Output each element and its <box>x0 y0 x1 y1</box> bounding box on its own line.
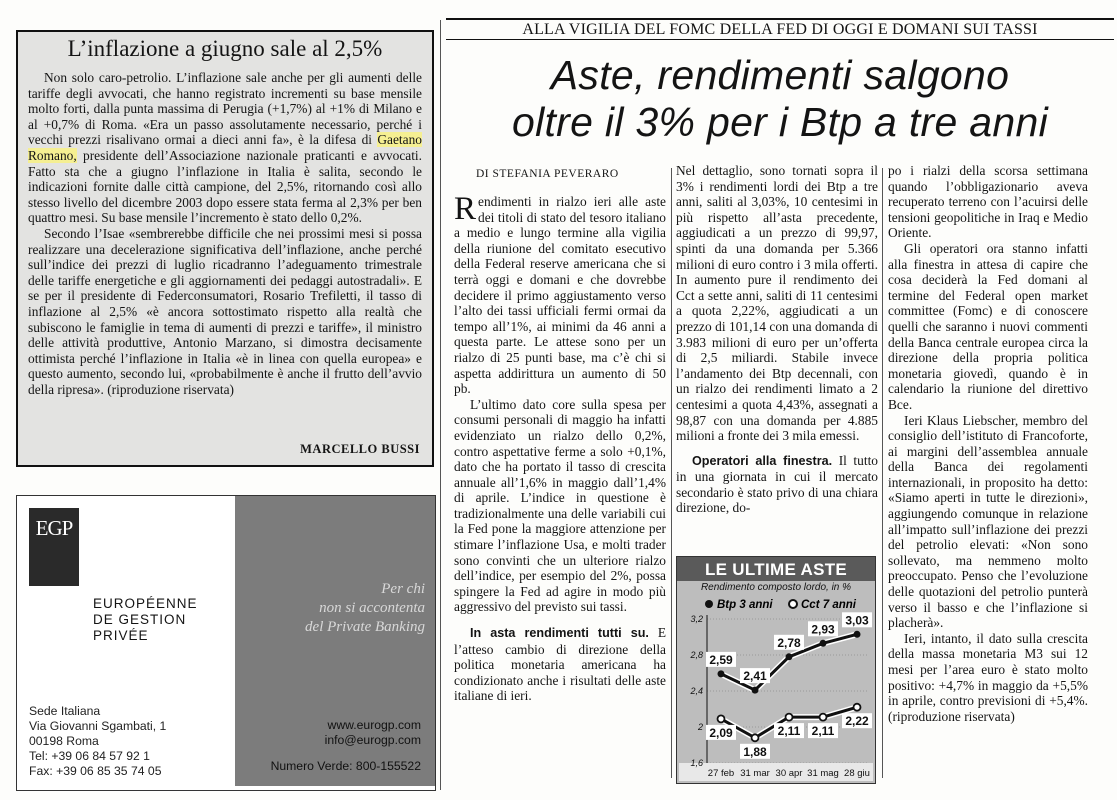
ad-contacts <box>317 718 421 748</box>
column3-paragraph-4: Ieri, intanto, il dato sulla crescita della massa monetaria M3 sui 12 mesi per l’area euro è stato molto positivo: +4,7% in maggio da +5,5% in aprile, contro previsioni di +5,4%. (riproduzione riservata) <box>888 630 1088 724</box>
inflation-article-title: L’inflazione a giugno sale al 2,5% <box>67 36 383 61</box>
data-label: 3,03 <box>845 613 869 628</box>
bond-auction-chart <box>676 556 876 784</box>
chart-plot <box>677 557 875 783</box>
data-label: 2,09 <box>709 725 733 740</box>
subheading-operatori: Operatori alla finestra. <box>692 453 833 468</box>
ad-slogan-line: non si accontenta <box>319 600 425 616</box>
column-divider <box>671 168 672 778</box>
chart-y-ticks <box>689 614 703 768</box>
chart-legend <box>705 599 857 611</box>
column-divider <box>440 20 441 790</box>
data-label: 2,11 <box>777 724 801 739</box>
point-btp <box>718 670 725 677</box>
column-divider <box>882 168 883 778</box>
point-btp <box>854 631 861 638</box>
y-tick-label: 2 <box>697 722 703 732</box>
inflation-p1-text: Non solo caro-petrolio. L’inflazione sale anche per gli aumenti delle tariffe degli avvocati, che hanno registrato incrementi su base mensile molto forti, dalla punta massima di Perugia (+1,7%) al +1% di Milano e al +0,7% di Roma. «Era un passo assolutamente necessario, perché i vecchi prezzi risalivano ormai a dieci anni fa», è la difesa di <box>28 70 422 148</box>
point-btp <box>820 640 827 647</box>
highlighted-name: Gaetano Romano, <box>28 132 422 163</box>
chart-title: LE ULTIME ASTE <box>704 560 848 579</box>
drop-cap: R <box>454 191 477 227</box>
y-tick-label: 2,8 <box>690 650 703 660</box>
column1-paragraph-3 <box>454 625 666 704</box>
column1-p1-text: endimenti in rialzo ieri alle aste dei titoli di stato del tesoro italiano a medio e lungo termine alla vigilia della riunione del comitato esecutivo della Federal reserve americana che si terrà oggi e domani e che dovrebbe decidere il primo aggiustamento verso l’alto dei tassi ufficiali fermi ormai da tempo all’1%, ai minimi da 46 anni a questa parte. Le attese sono per un rialzo di 25 punti base, ma c’è chi si aspetta addirittura un aumento di 50 pb. <box>454 194 666 397</box>
headline-line-2: oltre il 3% per i Btp a tre anni <box>511 99 1049 145</box>
y-tick-label: 2,4 <box>690 686 703 696</box>
column2-p2-text: Il tutto in una giornata in cui il mercato secondario è stato privo di una chiara direzione, do- <box>676 452 878 516</box>
inflation-paragraph-1 <box>28 70 422 226</box>
data-label: 2,22 <box>845 714 869 729</box>
inflation-paragraph-2: Secondo l’Isae «sembrerebbe difficile che nei prossimi mesi si possa realizzare una decelerazione significativa dell’inflazione, anche perché sull’indice dei prezzi di luglio ricadranno l’adeguamento trimestrale delle tariffe energetiche e gli aggiornamenti dei pedaggi autostradali». E se per il presidente di Federconsumatori, Rosario Trefiletti, il tasso di inflazione al 2,5% «è ancora sottostimato rispetto alla realtà che subiscono le famiglie in tema di aumenti di prezzi e tariffe», il ministro delle attività produttive, Antonio Marzano, si dimostra decisamente ottimista perché l’inflazione in Italia «è in linea con quella europea» e questo aumento, secondo lui, «probabilmente è anche il frutto dell’avvio della ripresa». (riproduzione riservata) <box>28 225 422 397</box>
y-tick-label: 3,2 <box>690 614 703 624</box>
ad-slogan-line: Per chi <box>381 581 425 597</box>
ad-address-line: 00198 Roma <box>29 734 99 748</box>
chart-subtitle: Rendimento composto lordo, in % <box>700 582 852 593</box>
data-label: 2,41 <box>743 669 767 684</box>
article-column-3 <box>888 163 1088 724</box>
article-byline: DI STEFANIA PEVERARO <box>476 168 619 180</box>
legend-marker-cct <box>789 600 797 608</box>
inflation-article-body <box>28 70 422 397</box>
inflation-article-signature: MARCELLO BUSSI <box>300 442 420 456</box>
data-label: 2,93 <box>811 622 835 637</box>
column2-paragraph-1: Nel dettaglio, sono tornati sopra il 3% i rendimenti lordi dei Btp a tre anni, saliti al 3,03%, 10 centesimi in più rispetto all’asta precedente, aggiudicati a un prezzo di 99,97, spinti da una domanda per 5.366 milioni di euro contro i 3 mila offerti. In aumento pure il rendimento dei Cct a sette anni, saliti di 11 centesimi a quota 2,22%, aggiudicati a un prezzo di 101,14 con una domanda di 3.983 milioni di euro per un’offerta di 2,5 miliardi. Stabile invece l’andamento dei Btp decennali, con un rialzo dei rendimenti limato a 2 centesimi a quota 4,43%, assegnati a 98,87 con una domanda per 4.885 milioni a fronte dei 3 mila emessi. <box>676 163 878 444</box>
y-tick-label: 1,6 <box>690 758 703 768</box>
column3-paragraph-3: Ieri Klaus Liebscher, membro del consiglio dell’istituto di Francoforte, ai margini dell’assemblea annuale della Banca dei regolamenti internazionali, in proposito ha detto: «Siamo aperti in tutte le direzioni», aggiungendo comunque in relazione all’impatto sull’inflazione dei prezzi del petrolio elevati: «Non sono sollevato, ma nemmeno molto preoccupato. Penso che l’evoluzione delle quotazioni del petrolio punterà verso il basso e che l’inflazione si placherà». <box>888 412 1088 631</box>
point-cct <box>786 714 793 721</box>
x-tick-label: 31 mag <box>807 768 839 779</box>
point-cct <box>718 715 725 722</box>
point-cct <box>752 734 759 741</box>
ad-slogan-line: del Private Banking <box>305 619 425 635</box>
data-label: 1,88 <box>743 744 767 759</box>
headline-line-1: Aste, rendimenti salgono <box>550 52 1010 98</box>
ad-address-line: Sede Italiana <box>29 704 101 718</box>
point-btp <box>786 653 793 660</box>
article-headline <box>446 52 1114 146</box>
inflation-p1-text-end: presidente dell’Associazione nazionale praticanti e avvocati. Fatto sta che a giugno l’inflazione in Italia è salita, secondo le indicazioni fornite dalle città campione, del 2,5%, ritornando così allo stesso livello del dicembre 2003 dopo essere stata ferma al 2,3% per ben quattro mesi. Su base mensile l’incremento è stato dello 0,2%. <box>28 147 422 226</box>
legend-label-cct: Cct 7 anni <box>801 599 856 611</box>
egp-advertisement <box>16 495 436 791</box>
point-cct <box>820 714 827 721</box>
legend-marker-btp <box>705 600 713 608</box>
data-label: 2,59 <box>709 652 733 667</box>
egp-logo-text: EGP <box>35 516 73 540</box>
ad-address-line: Via Giovanni Sgambati, 1 <box>29 719 167 733</box>
egp-logo <box>29 508 79 586</box>
point-btp <box>752 687 759 694</box>
x-tick-label: 27 feb <box>707 768 735 779</box>
chart-x-ticks <box>708 768 870 779</box>
data-label: 2,11 <box>811 724 835 739</box>
ad-company-name <box>93 596 198 644</box>
x-tick-label: 30 apr <box>775 768 803 779</box>
article-column-2 <box>676 163 878 516</box>
ad-website: www.eurogp.com <box>327 718 421 732</box>
ad-email: info@eurogp.com <box>324 733 421 747</box>
data-label: 2,78 <box>777 635 801 650</box>
ad-name-line: PRIVÉE <box>93 628 149 643</box>
column2-paragraph-2 <box>676 453 878 516</box>
article-kicker: ALLA VIGILIA DEL FOMC DELLA FED DI OGGI E DOMANI SUI TASSI <box>446 18 1114 40</box>
ad-address <box>29 704 166 779</box>
subheading-in-asta: In asta rendimenti tutti su. <box>470 626 649 641</box>
ad-phone: Tel: +39 06 84 57 92 1 <box>29 749 150 763</box>
x-tick-label: 31 mar <box>740 768 770 779</box>
ad-fax: Fax: +39 06 85 35 74 05 <box>29 764 162 778</box>
column3-paragraph-1: po i rialzi della scorsa settimana quando l’obbligazionario aveva recuperato terreno con l’acuirsi delle tensioni geopolitiche in Iraq e Medio Oriente. <box>888 163 1088 241</box>
ad-slogan <box>249 580 425 637</box>
column3-paragraph-2: Gli operatori ora stanno infatti alla finestra in attesa di capire che cosa deciderà la Fed domani al termine del Federal open market committee (Fomc) e di conoscere quelli che saranno i nuovi commenti della Banca centrale europea circa la direzione della propria politica monetaria giovedì, quando è in calendario la riunione del direttivo Bce. <box>888 240 1088 412</box>
column1-paragraph-2: L’ultimo dato core sulla spesa per consumi personali di maggio ha infatti evidenziato un rialzo dello 0,2%, contro aspettative ferme a solo +0,1%, dato che ha portato il tasso di crescita annuale all’1,6% in maggio dall’1,4% di aprile. L’indice in questione è tradizionalmente una delle variabili cui la Fed pone la maggiore attenzione per stimare l’inflazione Usa, e molti trader sono convinti che un ulteriore rialzo dell’indice, per esempio del 2%, possa spingere la Fed ad agire in modo più aggressivo del previsto sui tassi. <box>454 396 666 615</box>
ad-name-line: EUROPÉENNE <box>93 596 198 611</box>
column1-p3-text: E l’atteso cambio di direzione della politica monetaria americana ha condizionato anche i risultati delle aste italiane di ieri. <box>454 625 666 704</box>
ad-toll-free: Numero Verde: 800-155522 <box>270 759 421 773</box>
x-tick-label: 28 giu <box>844 768 870 779</box>
inflation-article-box <box>16 30 434 467</box>
point-cct <box>854 704 861 711</box>
article-column-1 <box>454 191 666 704</box>
legend-label-btp: Btp 3 anni <box>717 599 773 611</box>
column1-paragraph-1 <box>454 191 666 397</box>
ad-name-line: DE GESTION <box>93 612 187 627</box>
